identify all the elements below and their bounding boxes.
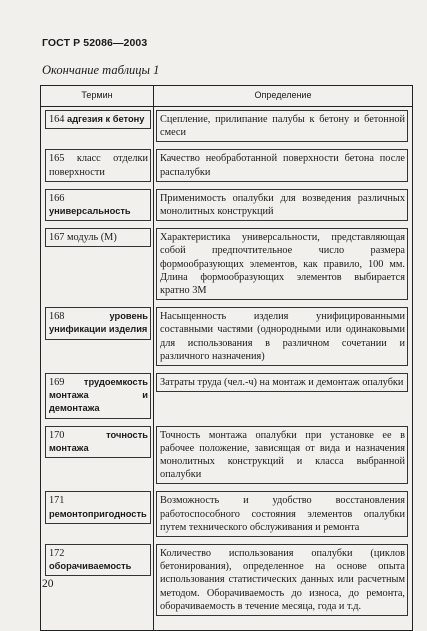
column-header-definition: Определение [154,86,413,107]
definition-column-cell [154,225,413,304]
definition-column-cell [154,146,413,185]
term-box [45,307,151,339]
table-row [41,304,413,370]
table-row [41,423,413,489]
term-number: 169 [49,377,65,389]
term-column-cell [41,146,154,185]
term-number: 172 [49,548,65,560]
term-box [45,373,151,419]
document-header: ГОСТ Р 52086—2003 [42,37,148,49]
term-number: 167 [49,232,65,244]
definition-text: Характеристика универсальности, представляющая собой предпочтительное число размера формообразующих элементов, как правило, 100 мм. Длина формообразующих элементов выбирается кратно 3М [156,228,408,300]
table-row [41,488,413,541]
definition-text: Точность монтажа опалубки при установке ее в рабочее положение, зависящая от вида и назначения монолитных конструкций и класса выбранной опалубки [156,426,408,485]
term-box [45,426,151,458]
term-column-cell [41,186,154,225]
term-column-cell [41,225,154,304]
term-column-cell [41,488,154,541]
term-name: оборачиваемость [49,561,132,572]
definition-column-cell [154,488,413,541]
term-column-cell [41,541,154,620]
term-number: 168 [49,311,65,323]
definition-text: Затраты труда (чел.-ч) на монтаж и демонтаж опалубки [156,373,408,392]
definition-column-cell [154,423,413,489]
table-bottom-border [41,620,413,631]
page-number: 20 [42,578,54,590]
definition-text: Количество использования опалубки (циклов бетонирования), определенное на основе опыта использования статистических данных или расчетным методом. Оборачиваемость до износа, до ремонта, оборачиваемость в течение месяца, года и т.д. [156,544,408,616]
term-column-cell [41,107,154,147]
term-number: 165 [49,153,65,165]
term-box [45,228,151,247]
table-row [41,107,413,147]
term-name: ремонтопригодность [49,508,147,519]
term-box [45,491,151,523]
table-bottom-cell [41,620,154,631]
term-box [45,544,151,576]
term-column-cell [41,423,154,489]
column-header-term: Термин [41,86,154,107]
definition-text: Применимость опалубки для возведения различных монолитных конструкций [156,189,408,221]
table-row [41,541,413,620]
term-column-cell [41,370,154,423]
term-name: точность монтажа [49,429,148,453]
term-box [45,149,151,181]
term-number: 166 [49,192,65,204]
table-header-row [41,86,413,107]
table-row [41,186,413,225]
term-name: универсальность [49,206,131,217]
definition-column-cell [154,541,413,620]
term-box [45,110,151,129]
definition-column-cell [154,107,413,147]
term-column-cell [41,304,154,370]
table-bottom-cell [154,620,413,631]
term-number: 171 [49,495,65,507]
definition-text: Насыщенность изделия унифицированными составными частями (однородными или одинаковыми для использования в различном сочетании и различного назначения) [156,307,408,366]
term-name: уровень унификации изделия [49,311,148,335]
definition-text: Качество необработанной поверхности бетона после распалубки [156,149,408,181]
table-row [41,370,413,423]
table-row [41,146,413,185]
terms-table [40,85,413,631]
table-row [41,225,413,304]
term-number: 170 [49,429,65,441]
definition-column-cell [154,186,413,225]
term-name: модуль (М) [67,232,117,244]
definition-column-cell [154,370,413,423]
term-box [45,189,151,221]
table-caption: Окончание таблицы 1 [42,63,160,77]
definition-text: Возможность и удобство восстановления работоспособного состояния элементов опалубки путем технического обслуживания и ремонта [156,491,408,537]
term-name: трудоемкость монтажа и демонтажа [49,377,148,414]
term-number: 164 [49,114,65,125]
definition-column-cell [154,304,413,370]
term-name: класс отделки поверхности [49,153,149,178]
definition-text: Сцепление, прилипание палубы к бетону и бетонной смеси [156,110,408,142]
term-name: адгезия к бетону [67,114,145,124]
